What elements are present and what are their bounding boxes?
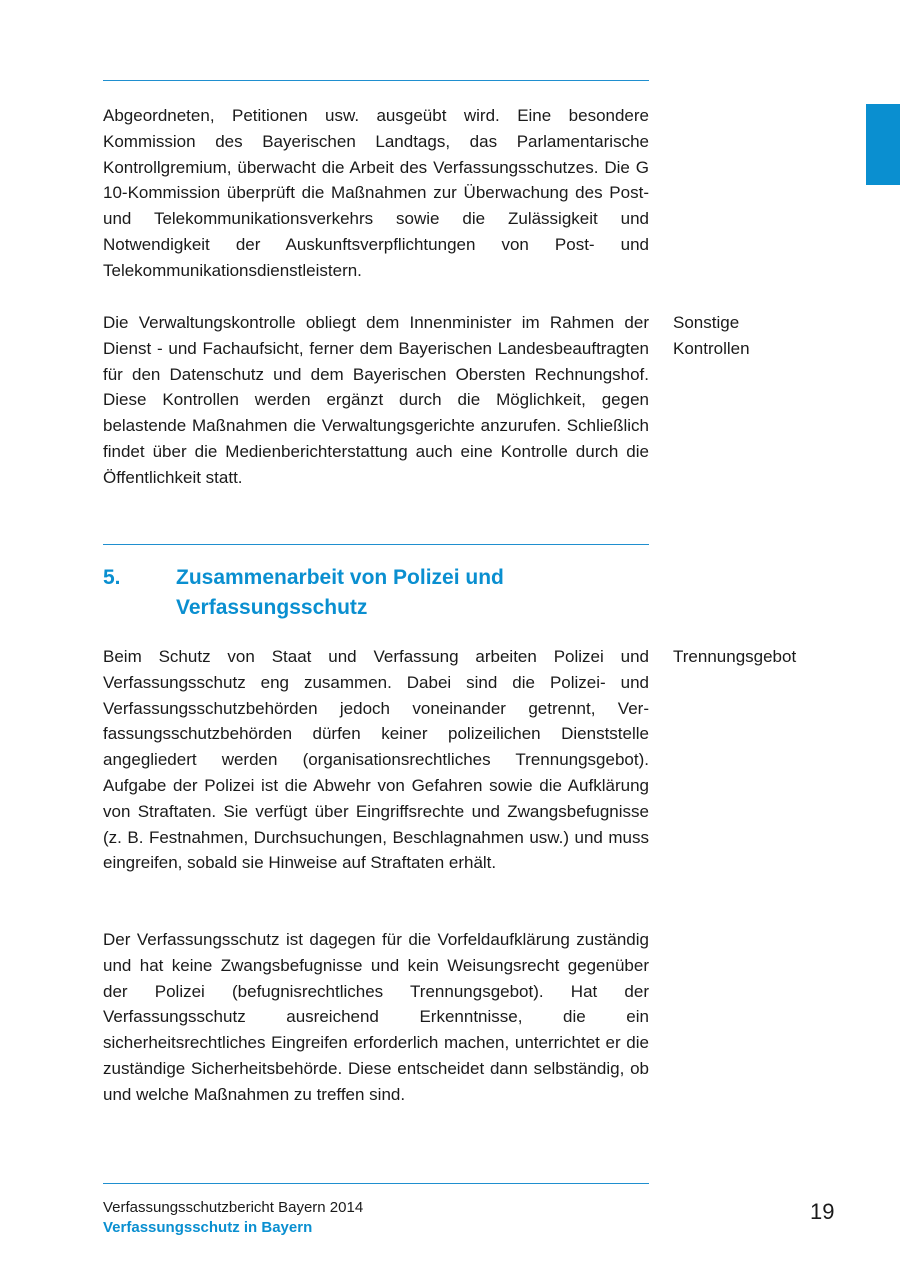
margin-note-line: Kontrollen xyxy=(673,338,750,358)
paragraph-cooperation: Beim Schutz von Staat und Verfassung arbeiten Polizei und Verfassungsschutz eng zusammen. Dabei sind die Polizei- und Verfassungsschutzbehörden jedoch voneinander getrennt, Verfassungsschutzbehörden dürfen keiner polizeilichen Dienststelle angegliedert werden (organisationsrechtliches Trennungsgebot). Aufgabe der Polizei ist die Abwehr von Gefahren sowie die Aufklärung von Straftaten. Sie verfügt über Eingriffsrechte und Zwangsbefugnisse (z. B. Festnahmen, Durchsuchungen, Beschlagnahmen usw.) und muss eingreifen, sobald sie Hinweise auf Straftaten erhält. xyxy=(103,647,649,873)
chapter-tab-marker xyxy=(866,104,900,185)
footer-report-title: Verfassungsschutzbericht Bayern 2014 xyxy=(103,1199,364,1216)
footer-rule xyxy=(103,1183,649,1184)
margin-note-line: Sonstige xyxy=(673,313,740,332)
paragraph-parliamentary-control: Abgeordneten, Petitionen usw. ausgeübt wird. Eine besondere Kommission des Bayerischen Landtags, das Parlamentarische Kontrollgremium, überwacht die Arbeit des Verfassungsschutzes. Die G 10-Kommission überprüft die Maßnahmen zur Überwachung des Post- und Telekommunikationsverkehrs sowie die Zulässigkeit und Notwendigkeit der Auskunftsverpflichtungen von Post- und Telekommunikationsdienstleistern. xyxy=(103,106,649,280)
paragraph-verfassungsschutz-role: Der Verfassungsschutz ist dagegen für die Vorfeldaufklärung zuständig und hat keine Zwangsbefugnisse und kein Weisungsrecht gegenüber der Polizei (befugnisrechtliches Trennungsgebot). Hat der Verfassungsschutz ausreichend Erkenntnisse, die ein sicherheitsrechtliches Eingreifen erforderlich machen, unterrichtet er die zuständige Sicherheitsbehörde. Diese entscheidet dann selbständig, ob und welche Maßnahmen zu treffen sind. xyxy=(103,930,649,1104)
top-rule xyxy=(103,80,649,81)
section-title-line: Zusammenarbeit von Polizei und xyxy=(176,566,504,589)
paragraph-administrative-control: Die Verwaltungskontrolle obliegt dem Innenminister im Rahmen der Dienst - und Fachaufsicht, ferner dem Bayerischen Landesbeauftragten für den Datenschutz und dem Bayerischen Obersten Rechnungshof. Diese Kontrollen werden ergänzt durch die Möglichkeit, gegen belastende Maßnahmen die Verwaltungsgerichte anzurufen. Schließlich findet über die Medienberichterstattung auch eine Kontrolle durch die Öffentlichkeit statt. xyxy=(103,313,649,487)
margin-note-sonstige-kontrollen xyxy=(673,310,873,362)
page-number: 19 xyxy=(810,1199,835,1224)
footer-chapter-title: Verfassungsschutz in Bayern xyxy=(103,1219,313,1236)
margin-note-trennungsgebot: Trennungsgebot xyxy=(673,647,797,666)
section-number: 5. xyxy=(103,566,121,589)
section-title-line: Verfassungsschutz xyxy=(176,595,368,619)
section-rule xyxy=(103,544,649,545)
section-title xyxy=(176,563,656,622)
